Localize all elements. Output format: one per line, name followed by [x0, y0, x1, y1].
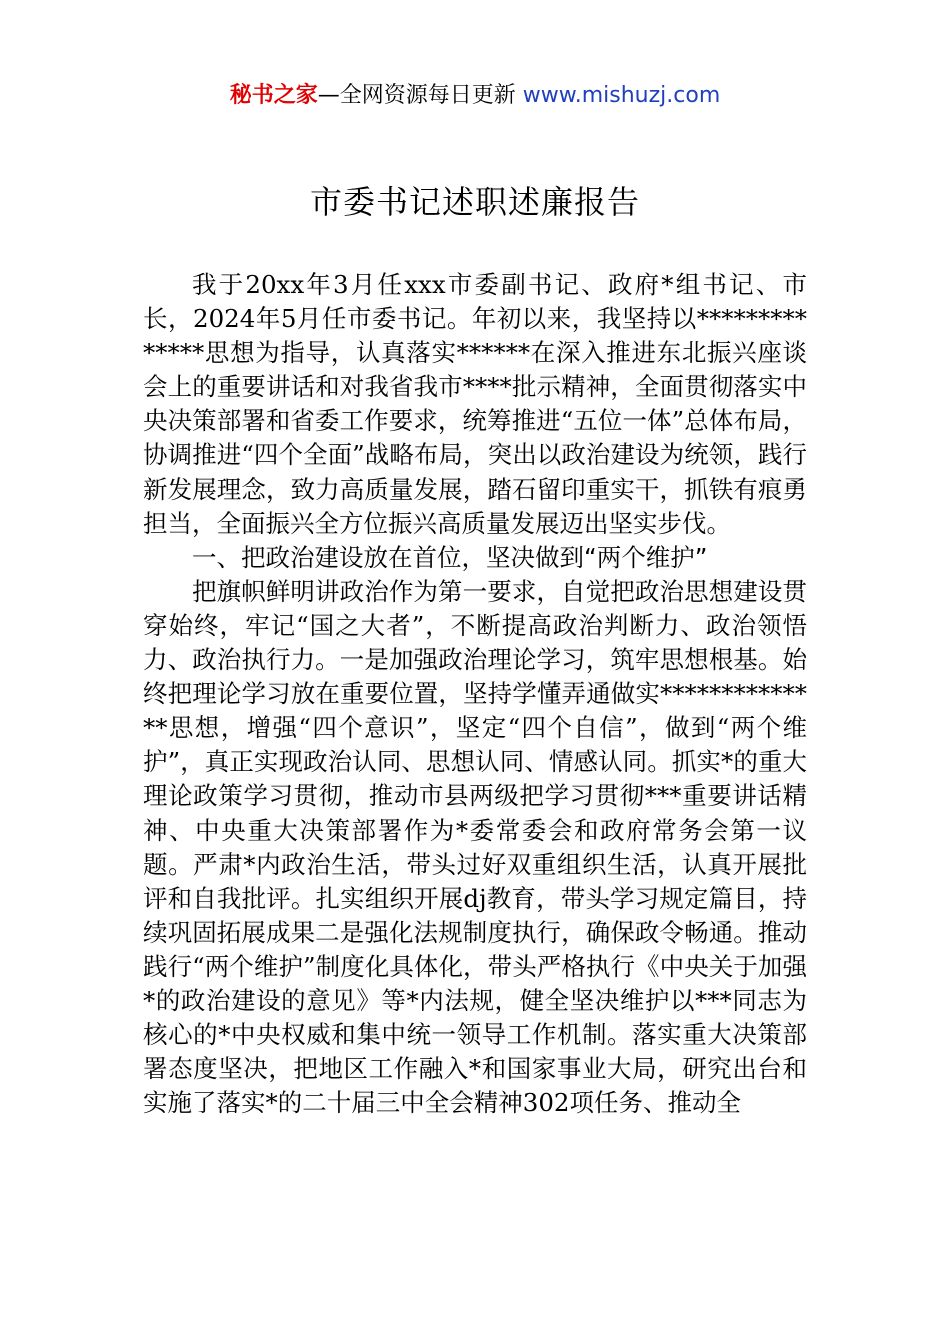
site-header	[0, 80, 950, 112]
document-title: 市委书记述职述廉报告	[309, 183, 640, 221]
intro-paragraph: 我于20xx年3月任xxx市委副书记、政府*组书记、市长，2024年5月任市委书记。年初以来，我坚持以**************思想为指导，认真落实******在深入推进东北振兴座谈会上的重要讲话和对我省我市****批示精神，全面贯彻落实中央决策部署和省委工作要求，统筹推进“五位一体”总体布局，协调推进“四个全面”战略布局，突出以政治建设为统领，践行新发展理念，致力高质量发展，踏石留印重实干，抓铁有痕勇担当，全面振兴全方位振兴高质量发展迈出坚实步伐。	[143, 270, 807, 538]
section-heading: 一、把政治建设放在首位，坚决做到“两个维护”	[192, 542, 708, 572]
site-brand: 秘书之家	[229, 83, 318, 108]
body-paragraph: 把旗帜鲜明讲政治作为第一要求，自觉把政治思想建设贯穿始终，牢记“国之大者”，不断提高政治判断力、政治领悟力、政治执行力。一是加强政治理论学习，筑牢思想根基。始终把理论学习放在重要位置，坚持学懂弄通做实**************思想，增强“四个意识”，坚定“四个自信”，做到“两个维护”，真正实现政治认同、思想认同、情感认同。抓实*的重大理论政策学习贯彻，推动市县两级把学习贯彻***重要讲话精神、中央重大决策部署作为*委常委会和政府常务会第一议题。严肃*内政治生活，带头过好双重组织生活，认真开展批评和自我批评。扎实组织开展dj教育，带头学习规定篇目，持续巩固拓展成果二是强化法规制度执行，确保政令畅通。推动践行“两个维护”制度化具体化，带头严格执行《中央关于加强*的政治建设的意见》等*内法规，健全坚决维护以***同志为核心的*中央权威和集中统一领导工作机制。落实重大决策部署态度坚决，把地区工作融入*和国家事业大局，研究出台和实施了落实*的二十届三中全会精神302项任务、推动全	[143, 576, 807, 1118]
site-tagline: —全网资源每日更新	[317, 83, 523, 108]
site-url-link[interactable]: www.mishuzj.com	[522, 83, 721, 108]
document-body	[143, 268, 807, 1120]
